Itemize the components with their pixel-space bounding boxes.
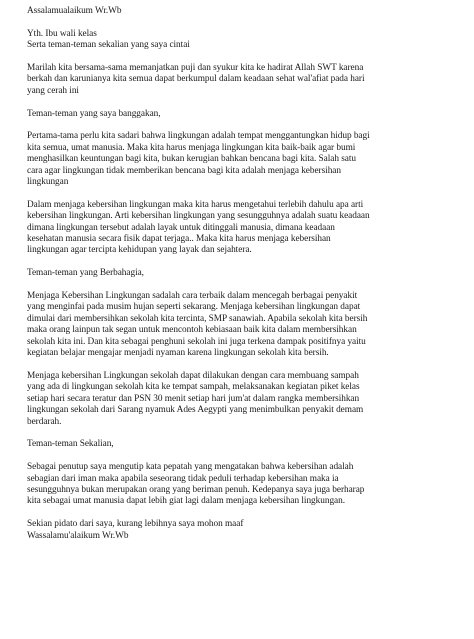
paragraph-line: Dalam menjaga kebersihan lingkungan maka kita harus mengetahui terlebih dahulu apa arti bbox=[27, 199, 364, 210]
paragraph-school bbox=[27, 291, 455, 359]
paragraph-line: sebagian dari iman maka apabila seseorang tidak peduli terhadap kebersihan maka ia bbox=[27, 473, 339, 484]
section-salutation: Teman-teman Sekalian, bbox=[27, 439, 114, 450]
paragraph-line: kita sebagai umat manusia dapat lebih giat lagi dalam menjaga kebersihan lingkungan. bbox=[27, 496, 345, 507]
paragraph-line: Pertama-tama perlu kita sadari bahwa lingkungan adalah tempat menggantungkan hidup bagi bbox=[27, 131, 370, 142]
closing-line: Wassalamu'alaikum Wr.Wb bbox=[27, 530, 129, 541]
paragraph-closing bbox=[27, 462, 455, 508]
paragraph-line: Sebagai penutup saya mengutip kata pepatah yang mengatakan bahwa kebersihan adalah bbox=[27, 462, 354, 473]
paragraph-line: yang cerah ini bbox=[27, 85, 79, 96]
address-line: Serta teman-teman sekalian yang saya cintai bbox=[27, 40, 190, 51]
closing-block bbox=[27, 519, 455, 542]
paragraph-line: dimulai dari membersihkan sekolah kita tercinta, SMP sanawiah. Apabila sekolah kita bersih bbox=[27, 313, 368, 324]
closing-line: Sekian pidato dari saya, kurang lebihnya saya mohon maaf bbox=[27, 519, 244, 530]
paragraph-line: Marilah kita bersama-sama memanjatkan puji dan syukur kita ke hadirat Allah SWT karena bbox=[27, 63, 364, 73]
address-line: Yth. Ibu wali kelas bbox=[27, 28, 97, 39]
paragraph-line: yang ada di lingkungan sekolah kita ke tempat sampah, melaksanakan kegiatan piket kelas bbox=[27, 382, 360, 393]
paragraph-line: Menjaga Kebersihan Lingkungan sadalah cara terbaik dalam mencegah berbagai penyakit bbox=[27, 291, 358, 302]
paragraph-line: kita semua, umat manusia. Maka kita harus menjaga lingkungan kita baik-baik agar bumi bbox=[27, 142, 356, 153]
paragraph-opening bbox=[27, 63, 455, 97]
paragraph-line: berdarah. bbox=[27, 416, 62, 427]
paragraph-line: Menjaga kebersihan Lingkungan sekolah dapat dilakukan dengan cara membuang sampah bbox=[27, 370, 359, 381]
paragraph-line: lingkungan sekolah dari Sarang nyamuk Ades Aegypti yang menimbulkan penyakit demam bbox=[27, 405, 364, 416]
paragraph-line: lingkungan bbox=[27, 177, 69, 188]
speech-document bbox=[27, 6, 455, 542]
paragraph-line: cara agar lingkungan tidak memberikan bencana bagi kita adalah menjaga kebersihan bbox=[27, 165, 341, 176]
paragraph-line: sekolah kita ini. Dan kita sebagai penghuni sekolah ini juga terkena dampak positifnya yaitu bbox=[27, 336, 366, 347]
section-salutation: Teman-teman yang Berbahagia, bbox=[27, 268, 144, 279]
greeting: Assalamualaikum Wr.Wb bbox=[27, 6, 122, 16]
paragraph-line: menghasilkan keuntungan bagi kita, bukan kerugian bahkan bencana bagi kita. Salah satu bbox=[27, 154, 356, 165]
paragraph-line: sesungguhnya bukan merupakan orang yang beriman penuh. Kedepanya saya juga berharap bbox=[27, 484, 365, 495]
paragraph-environment bbox=[27, 131, 455, 188]
paragraph-line: berkah dan karunianya kita semua dapat berkumpul dalam keadaan sehat wal'afiat pada hari bbox=[27, 74, 365, 85]
paragraph-line: dimana lingkungan tersebut adalah layak untuk ditinggali manusia, dimana keadaan bbox=[27, 222, 335, 233]
paragraph-line: kesehatan manusia secara fisik dapat terjaga.. Maka kita harus menjaga kebersihan bbox=[27, 234, 331, 245]
paragraph-actions bbox=[27, 371, 455, 428]
paragraph-line: kebersihan lingkungan. Arti kebersihan lingkungan yang sesungguhnya adalah suatu keadaan bbox=[27, 211, 370, 222]
address-block bbox=[27, 29, 455, 52]
paragraph-line: kegiatan belajar mengajar menjadi nyaman karena lingkungan sekolah kita bersih. bbox=[27, 348, 329, 359]
paragraph-line: yang menginfai pada musim hujan seperti sekarang. Menjaga kebersihan lingkungan dapat bbox=[27, 302, 361, 313]
paragraph-meaning bbox=[27, 200, 455, 257]
paragraph-line: lingkungan agar tercipta kehidupan yang layak dan sejahtera. bbox=[27, 245, 252, 256]
section-salutation: Teman-teman yang saya banggakan, bbox=[27, 108, 161, 119]
paragraph-line: maka orang lainpun tak segan untuk mencontoh kebiasaan baik kita dalam membersihkan bbox=[27, 325, 357, 336]
paragraph-line: setiap hari secara teratur dan PSN 30 menit setiap hari jum'at dalam rangka membersihkan bbox=[27, 393, 360, 404]
